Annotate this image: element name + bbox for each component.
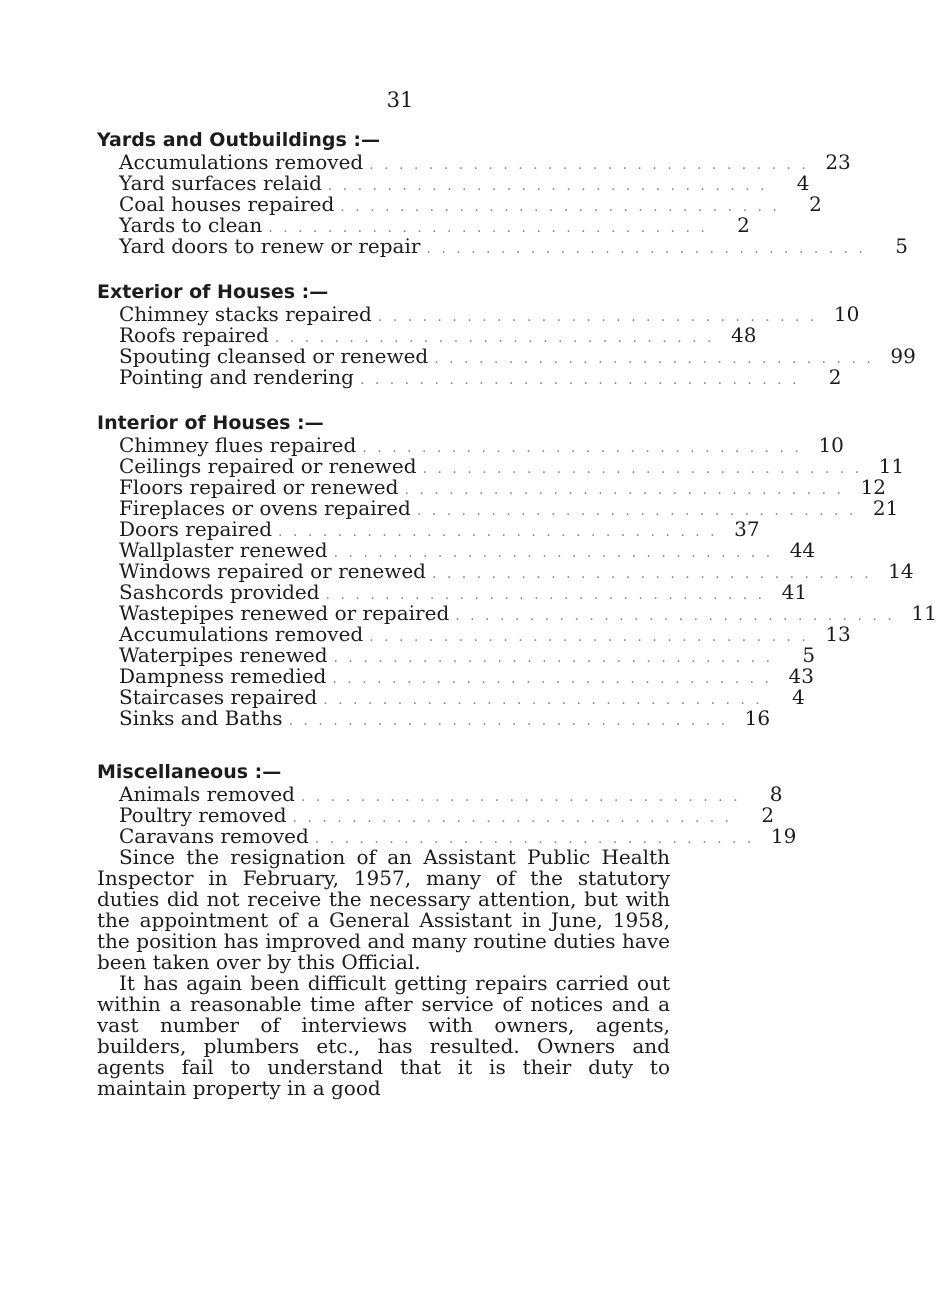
leader-dots: . . . . . . . . . . . . . . . . . . . . . . . . . . . . . . — [274, 330, 715, 346]
leader-dots: . . . . . . . . . . . . . . . . . . . . . . . . . . . . . . — [300, 789, 741, 805]
row-label: Yard surfaces relaid — [119, 171, 322, 195]
row-label: Wastepipes renewed or repaired — [119, 601, 450, 625]
row-label: Doors repaired — [119, 517, 273, 541]
row-label: Animals removed — [119, 782, 295, 806]
row-value: 43 — [788, 664, 814, 688]
row-label: Dampness remedied — [119, 664, 327, 688]
row-label: Sinks and Baths — [119, 706, 283, 730]
table-row — [119, 365, 842, 389]
section-heading: Interior of Houses :— — [97, 412, 324, 434]
row-value: 13 — [825, 622, 851, 646]
row-value: 2 — [737, 213, 750, 237]
table-row — [119, 580, 808, 604]
leader-dots: . . . . . . . . . . . . . . . . . . . . . . . . . . . . . . — [362, 440, 802, 456]
table-row — [119, 622, 851, 646]
row-value: 99 — [890, 344, 916, 368]
leader-dots: . . . . . . . . . . . . . . . . . . . . . . . . . . . . . . — [434, 351, 874, 367]
leader-dots: . . . . . . . . . . . . . . . . . . . . . . . . . . . . . . — [292, 810, 733, 826]
row-value: 21 — [872, 496, 899, 520]
row-label: Windows repaired or renewed — [119, 559, 426, 583]
leader-dots: . . . . . . . . . . . . . . . . . . . . . . . . . . . . . . — [422, 461, 863, 477]
leader-dots: . . . . . . . . . . . . . . . . . . . . . . . . . . . . . . — [314, 831, 755, 847]
row-label: Caravans removed — [119, 824, 309, 848]
row-label: Roofs repaired — [119, 323, 269, 347]
section-yards — [97, 128, 908, 258]
row-value: 2 — [761, 803, 775, 827]
table-row — [119, 171, 810, 195]
section-heading: Exterior of Houses :— — [97, 281, 329, 303]
body-paragraph: It has again been difficult getting repairs carried out within a reasonable time after service of notices and a vast number of interviews with owners, agents, builders, plumbers etc., has resulted. Owners and agents fail to understand that it is their duty to maintain property in a good — [97, 971, 670, 1100]
table-row — [119, 496, 899, 520]
leader-dots: . . . . . . . . . . . . . . . . . . . . . . . . . . . . . . — [333, 545, 774, 561]
table-row — [119, 344, 916, 368]
row-label: Staircases repaired — [119, 685, 318, 709]
row-value: 5 — [895, 234, 908, 258]
leader-dots: . . . . . . . . . . . . . . . . . . . . . . . . . . . . . . — [333, 650, 774, 666]
table-row — [119, 706, 771, 730]
row-label: Wallplaster renewed — [119, 538, 328, 562]
leader-dots: . . . . . . . . . . . . . . . . . . . . . . . . . . . . . . — [332, 671, 772, 687]
row-value: 4 — [792, 685, 805, 709]
table-row — [119, 475, 887, 499]
table-row — [119, 192, 822, 216]
leader-dots: . . . . . . . . . . . . . . . . . . . . . . . . . . . . . . — [340, 199, 780, 215]
section-exterior — [97, 280, 916, 389]
table-row — [119, 782, 783, 806]
leader-dots: . . . . . . . . . . . . . . . . . . . . . . . . . . . . . . — [325, 587, 766, 603]
row-label: Pointing and rendering — [119, 365, 354, 389]
row-value: 10 — [818, 433, 844, 457]
table-row — [119, 559, 914, 583]
leader-dots: . . . . . . . . . . . . . . . . . . . . . . . . . . . . . . — [268, 220, 708, 236]
table-row — [119, 803, 775, 827]
row-value: 48 — [731, 323, 757, 347]
table-row — [119, 601, 937, 625]
table-row — [119, 454, 905, 478]
leader-dots: . . . . . . . . . . . . . . . . . . . . . . . . . . . . . . — [377, 309, 818, 325]
row-label: Sashcords provided — [119, 580, 320, 604]
leader-dots: . . . . . . . . . . . . . . . . . . . . . . . . . . . . . . — [426, 241, 866, 257]
row-label: Poultry removed — [119, 803, 287, 827]
row-label: Spouting cleansed or renewed — [119, 344, 429, 368]
section-miscellaneous — [97, 760, 797, 848]
row-label: Floors repaired or renewed — [119, 475, 399, 499]
row-value: 19 — [770, 824, 797, 848]
row-value: 44 — [789, 538, 816, 562]
leader-dots: . . . . . . . . . . . . . . . . . . . . . . . . . . . . . . — [369, 157, 809, 173]
row-value: 16 — [744, 706, 771, 730]
leader-dots: . . . . . . . . . . . . . . . . . . . . . . . . . . . . . . — [416, 503, 857, 519]
leader-dots: . . . . . . . . . . . . . . . . . . . . . . . . . . . . . . — [288, 713, 729, 729]
row-label: Accumulations removed — [119, 150, 364, 174]
table-row — [119, 517, 760, 541]
leader-dots: . . . . . . . . . . . . . . . . . . . . . . . . . . . . . . — [359, 372, 800, 388]
leader-dots: . . . . . . . . . . . . . . . . . . . . . . . . . . . . . . — [431, 566, 872, 582]
table-row — [119, 685, 805, 709]
table-row — [119, 302, 860, 326]
table-row — [119, 323, 757, 347]
section-heading: Yards and Outbuildings :— — [97, 129, 380, 151]
table-row — [119, 538, 816, 562]
leader-dots: . . . . . . . . . . . . . . . . . . . . . . . . . . . . . . — [455, 608, 895, 624]
row-value: 10 — [833, 302, 860, 326]
row-value: 14 — [888, 559, 914, 583]
row-label: Waterpipes renewed — [119, 643, 328, 667]
table-row — [119, 643, 816, 667]
row-value: 11 — [911, 601, 937, 625]
row-value: 2 — [809, 192, 822, 216]
row-value: 23 — [825, 150, 851, 174]
row-value: 11 — [878, 454, 905, 478]
body-paragraph: Since the resignation of an Assistant Public Health Inspector in February, 1957, many of the statutory duties did not receive the necessary attention, but with the appointment of a General Assistant in June, 1958, the position has improved and many routine duties have been taken over by this Official. — [97, 845, 670, 974]
row-value: 41 — [781, 580, 808, 604]
section-heading: Miscellaneous :— — [97, 761, 282, 783]
table-row — [119, 664, 814, 688]
row-label: Fireplaces or ovens repaired — [119, 496, 411, 520]
table-row — [119, 234, 908, 258]
row-label: Chimney flues repaired — [119, 433, 357, 457]
row-label: Yards to clean — [119, 213, 263, 237]
document-body — [97, 128, 937, 1100]
row-value: 12 — [860, 475, 887, 499]
row-label: Coal houses repaired — [119, 192, 335, 216]
leader-dots: . . . . . . . . . . . . . . . . . . . . . . . . . . . . . . — [404, 482, 845, 498]
section-interior — [97, 411, 937, 730]
row-value: 37 — [734, 517, 760, 541]
table-row — [119, 150, 851, 174]
table-row — [119, 433, 844, 457]
leader-dots: . . . . . . . . . . . . . . . . . . . . . . . . . . . . . . — [278, 524, 718, 540]
row-label: Chimney stacks repaired — [119, 302, 372, 326]
table-row — [119, 213, 750, 237]
leader-dots: . . . . . . . . . . . . . . . . . . . . . . . . . . . . . . — [327, 178, 768, 194]
table-row — [119, 824, 797, 848]
row-label: Ceilings repaired or renewed — [119, 454, 417, 478]
row-label: Yard doors to renew or repair — [119, 234, 421, 258]
row-value: 2 — [828, 365, 842, 389]
row-label: Accumulations removed — [119, 622, 364, 646]
page-number: 31 — [386, 88, 414, 112]
leader-dots: . . . . . . . . . . . . . . . . . . . . . . . . . . . . . . — [369, 629, 809, 645]
row-value: 8 — [769, 782, 783, 806]
leader-dots: . . . . . . . . . . . . . . . . . . . . . . . . . . . . . . — [323, 692, 763, 708]
row-value: 4 — [796, 171, 810, 195]
row-value: 5 — [802, 643, 816, 667]
